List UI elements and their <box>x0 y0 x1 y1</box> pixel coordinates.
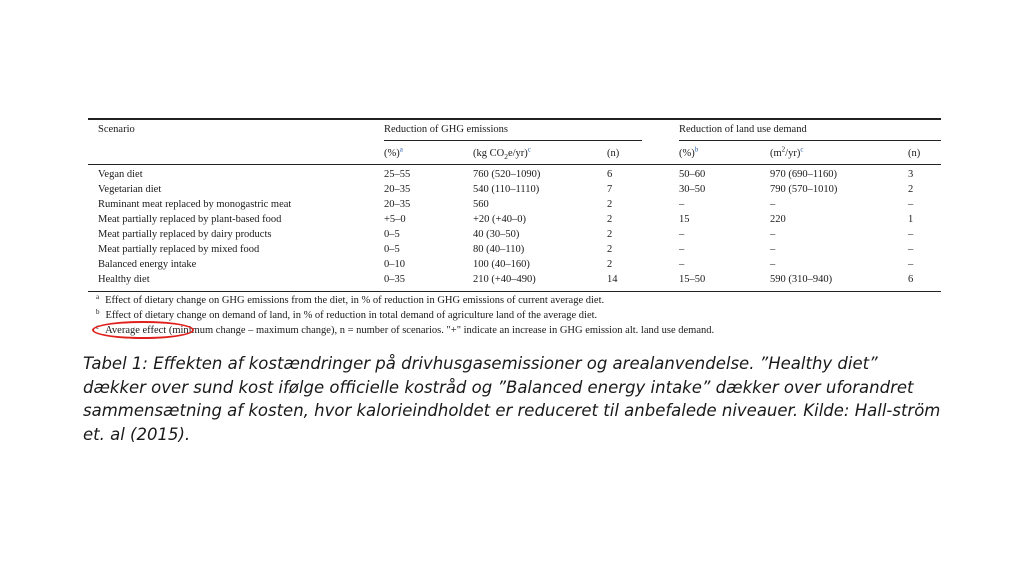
cell-ghg-pct: 0–5 <box>384 244 400 255</box>
cell-land-pct: – <box>679 259 685 270</box>
header-land-group: Reduction of land use demand <box>679 124 807 135</box>
ghg-group-underline <box>384 140 642 141</box>
cell-land-pct: 50–60 <box>679 169 706 180</box>
cell-ghg-pct: 20–35 <box>384 184 411 195</box>
cell-ghg-kg: 40 (30–50) <box>473 229 520 240</box>
cell-scenario: Healthy diet <box>98 274 150 285</box>
cell-land-pct: 30–50 <box>679 184 706 195</box>
cell-ghg-n: 14 <box>607 274 618 285</box>
cell-land-n: 6 <box>908 274 914 285</box>
header-scenario: Scenario <box>98 124 135 135</box>
cell-land-n: – <box>908 259 914 270</box>
cell-land-m2: – <box>770 259 776 270</box>
cell-scenario: Vegetarian diet <box>98 184 162 195</box>
footnote-a: $^a$ Effect of dietary change on GHG emissions from the diet, in % of reduction in GHG emissions of current average diet. <box>96 292 605 306</box>
cell-ghg-kg: 100 (40–160) <box>473 259 530 270</box>
cell-land-n: 1 <box>908 214 914 225</box>
cell-scenario: Meat partially replaced by plant-based food <box>98 214 282 225</box>
table-top-rule <box>88 118 941 120</box>
cell-land-m2: – <box>770 244 776 255</box>
cell-ghg-n: 2 <box>607 214 613 225</box>
cell-land-m2: – <box>770 229 776 240</box>
footnote-b: $^b$ Effect of dietary change on demand of land, in % of reduction in total demand of agriculture land of the average diet. <box>96 307 598 321</box>
cell-ghg-pct: 20–35 <box>384 199 411 210</box>
cell-ghg-n: 2 <box>607 244 613 255</box>
cell-land-n: 3 <box>908 169 914 180</box>
cell-land-m2: 590 (310–940) <box>770 274 833 285</box>
cell-land-m2: 790 (570–1010) <box>770 184 838 195</box>
cell-land-n: – <box>908 244 914 255</box>
cell-scenario: Balanced energy intake <box>98 259 197 270</box>
cell-ghg-pct: 25–55 <box>384 169 411 180</box>
cell-ghg-pct: +5–0 <box>384 214 406 225</box>
cell-land-m2: 220 <box>770 214 786 225</box>
cell-land-pct: – <box>679 229 685 240</box>
header-land-m2: $(m^2/yr)^c$ <box>770 145 804 159</box>
cell-ghg-n: 6 <box>607 169 613 180</box>
land-group-underline <box>679 140 941 141</box>
header-ghg-pct: (%)$^a$ <box>384 145 403 159</box>
highlight-ellipse <box>92 321 194 339</box>
cell-scenario: Vegan diet <box>98 169 143 180</box>
footnote-c: $^c$ Average effect (minimum change – maximum change), n = number of scenarios. "+" indicate an increase in GHG emission alt. land use demand. <box>96 322 715 336</box>
table-bottom-rule <box>88 291 941 292</box>
cell-land-pct: 15 <box>679 214 690 225</box>
header-ghg-n: (n) <box>607 148 620 159</box>
cell-scenario: Meat partially replaced by mixed food <box>98 244 260 255</box>
cell-land-n: 2 <box>908 184 914 195</box>
cell-ghg-pct: 0–10 <box>384 259 405 270</box>
cell-ghg-kg: 80 (40–110) <box>473 244 525 255</box>
table-caption: Tabel 1: Effekten af kostændringer på drivhusgasemissioner og arealanvendelse. ”Healthy diet” dækker over sund kost ifølge officielle kostråd og ”Balanced energy intake” dækker over uforandret sammensætning af kosten, hvor kalorieindholdet er reduceret til anbefalede niveauer. Kilde: Hall-ström et. al (2015). <box>83 354 941 444</box>
cell-ghg-n: 2 <box>607 259 613 270</box>
header-ghg-kg: (kg $CO_2e/yr)^c$ <box>473 145 531 162</box>
cell-ghg-kg: +20 (+40–0) <box>473 214 526 225</box>
cell-land-m2: – <box>770 199 776 210</box>
cell-ghg-pct: 0–35 <box>384 274 405 285</box>
cell-ghg-kg: 760 (520–1090) <box>473 169 541 180</box>
header-land-n: (n) <box>908 148 921 159</box>
header-bottom-rule <box>88 164 941 165</box>
cell-scenario: Meat partially replaced by dairy products <box>98 229 272 240</box>
header-ghg-group: Reduction of GHG emissions <box>384 124 508 135</box>
cell-land-pct: – <box>679 244 685 255</box>
cell-ghg-kg: 560 <box>473 199 489 210</box>
cell-ghg-n: 7 <box>607 184 613 195</box>
cell-land-n: – <box>908 229 914 240</box>
cell-scenario: Ruminant meat replaced by monogastric meat <box>98 199 292 210</box>
header-land-pct: (%)$^b$ <box>679 145 699 159</box>
cell-ghg-kg: 210 (+40–490) <box>473 274 536 285</box>
cell-ghg-n: 2 <box>607 199 613 210</box>
cell-land-m2: 970 (690–1160) <box>770 169 837 180</box>
cell-land-pct: – <box>679 199 685 210</box>
cell-land-n: – <box>908 199 914 210</box>
cell-ghg-pct: 0–5 <box>384 229 400 240</box>
cell-ghg-kg: 540 (110–1110) <box>473 184 540 195</box>
cell-land-pct: 15–50 <box>679 274 706 285</box>
cell-ghg-n: 2 <box>607 229 613 240</box>
